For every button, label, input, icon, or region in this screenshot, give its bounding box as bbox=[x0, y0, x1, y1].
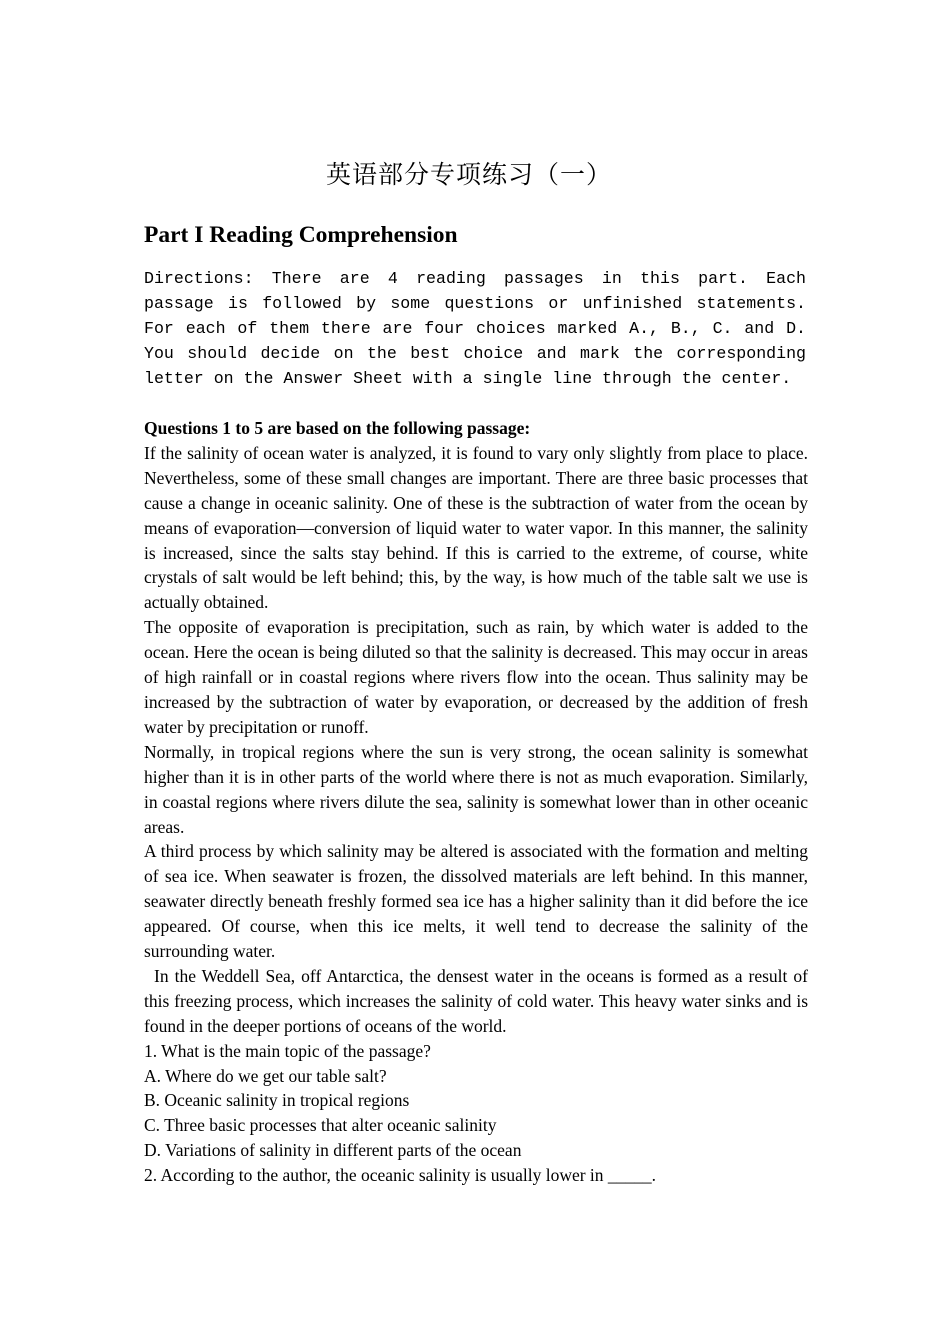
passage-section bbox=[144, 416, 808, 1188]
directions-text: Directions: There are 4 reading passages in this part. Each passage is followed by some questions or unfinished statements. For each of them there are four choices marked A., B., C. and D. You should decide on the best choice and mark the corresponding letter on the Answer Sheet with a single line through the center. bbox=[144, 269, 806, 388]
answer-option: C. Three basic processes that alter oceanic salinity bbox=[144, 1115, 497, 1136]
answer-option: A. Where do we get our table salt? bbox=[144, 1065, 387, 1086]
passage-paragraph: If the salinity of ocean water is analyzed, it is found to vary only slightly from place to place. Nevertheless, some of these small changes are important. There are three basic processes that cause a change in oceanic salinity. One of these is the subtraction of water from the ocean by means of evaporation—conversion of liquid water to water vapor. In this manner, the salinity is increased, since the salts stay behind. If this is carried to the extreme, of course, white crystals of salt would be left behind; this, by the way, is how much of the table salt we use is actually obtained. bbox=[144, 442, 808, 613]
question-stem: 1. What is the main topic of the passage? bbox=[144, 1040, 431, 1061]
passage-paragraph: Normally, in tropical regions where the sun is very strong, the ocean salinity is somewhat higher than it is in other parts of the world where there is not as much evaporation. Similarly, in coastal regions where rivers dilute the sea, salinity is somewhat lower than in other oceanic areas. bbox=[144, 741, 808, 837]
document-body bbox=[144, 218, 808, 1188]
answer-option: D. Variations of salinity in different parts of the ocean bbox=[144, 1140, 522, 1161]
passage-paragraph: The opposite of evaporation is precipitation, such as rain, by which water is added to the ocean. Here the ocean is being diluted so that the salinity is decreased. This may occur in areas of high rainfall or in coastal regions where rivers flow into the ocean. Thus salinity may be increased by the subtraction of water by evaporation, or decreased by the addition of fresh water by precipitation or runoff. bbox=[144, 617, 808, 737]
part-heading: Part I Reading Comprehension bbox=[144, 222, 458, 248]
answer-option: B. Oceanic salinity in tropical regions bbox=[144, 1090, 410, 1111]
page-title: 英语部分专项练习（一） bbox=[325, 159, 612, 189]
passage-paragraph: A third process by which salinity may be altered is associated with the formation and melting of sea ice. When seawater is frozen, the dissolved materials are left behind. In this manner, seawater directly beneath freshly formed sea ice has a higher salinity than it did before the ice appeared. Of course, when this ice melts, it well tend to decrease the salinity of the surrounding water. bbox=[144, 841, 808, 962]
question-stem: 2. According to the author, the oceanic salinity is usually lower in _____. bbox=[144, 1165, 657, 1186]
passage-paragraph: In the Weddell Sea, off Antarctica, the densest water in the oceans is formed as a result of this freezing process, which increases the salinity of cold water. This heavy water sinks and is found in the deeper portions of oceans of the world. bbox=[144, 965, 808, 1036]
passage-heading: Questions 1 to 5 are based on the following passage: bbox=[144, 418, 531, 438]
